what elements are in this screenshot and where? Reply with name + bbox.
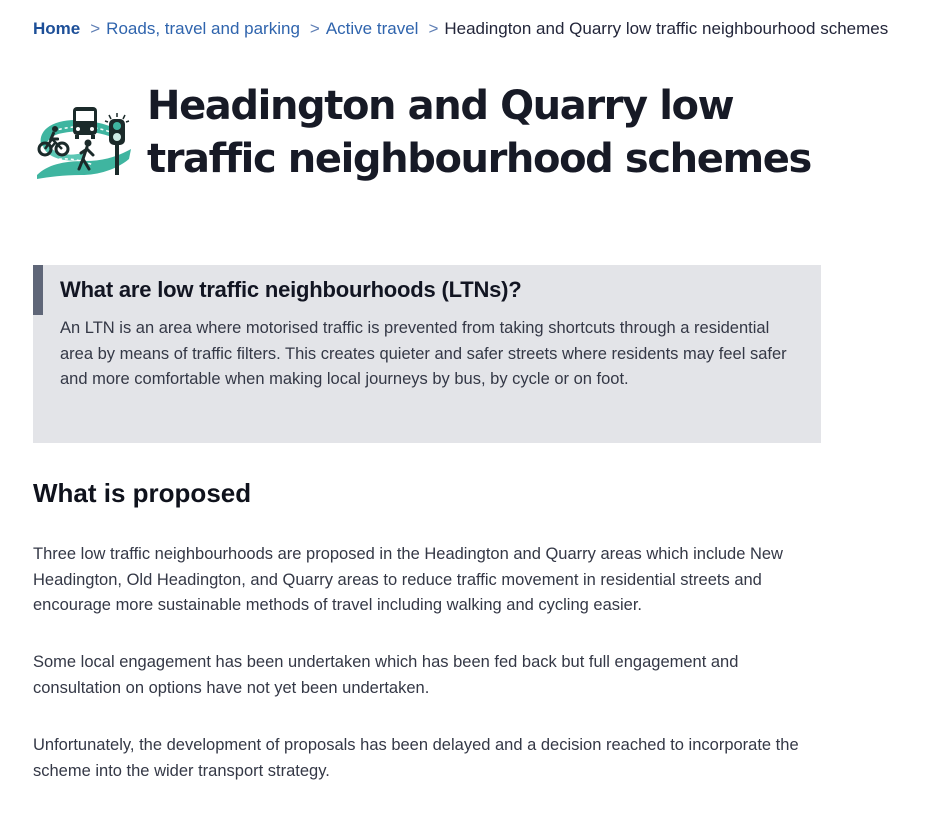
callout-accent-bar (33, 265, 43, 315)
breadcrumb-home-link[interactable]: Home (33, 19, 81, 38)
breadcrumb-separator: > (309, 19, 320, 38)
breadcrumb-active-travel-link[interactable]: Active travel (325, 19, 419, 38)
breadcrumb (33, 17, 888, 41)
paragraph: Some local engagement has been undertaken which has been fed back but full engagement and consultation on options have not yet been undertaken. (33, 653, 739, 697)
ltn-info-callout (33, 265, 821, 443)
section-title: What is proposed (33, 478, 252, 508)
breadcrumb-roads-link[interactable]: Roads, travel and parking (106, 19, 300, 38)
callout-title: What are low traffic neighbourhoods (LTNs)? (60, 277, 522, 302)
page-title: Headington and Quarry low traffic neighbourhood schemes (147, 83, 811, 182)
active-travel-icon (33, 105, 133, 183)
breadcrumb-separator: > (90, 19, 101, 38)
paragraph: Three low traffic neighbourhoods are proposed in the Headington and Quarry areas which include New Headington, Old Headington, and Quarry areas to reduce traffic movement in residential streets and encourage more sustainable methods of travel including walking and cycling easier. (33, 545, 783, 614)
breadcrumb-current: Headington and Quarry low traffic neighbourhood schemes (444, 19, 889, 38)
breadcrumb-separator: > (428, 19, 439, 38)
paragraph: Unfortunately, the development of proposals has been delayed and a decision reached to incorporate the scheme into the wider transport strategy. (33, 736, 799, 780)
callout-body: An LTN is an area where motorised traffic is prevented from taking shortcuts through a residential area by means of traffic filters. This creates quieter and safer streets where residents may feel safer and more comfortable when making local journeys by bus, by cycle or on foot. (60, 319, 787, 388)
